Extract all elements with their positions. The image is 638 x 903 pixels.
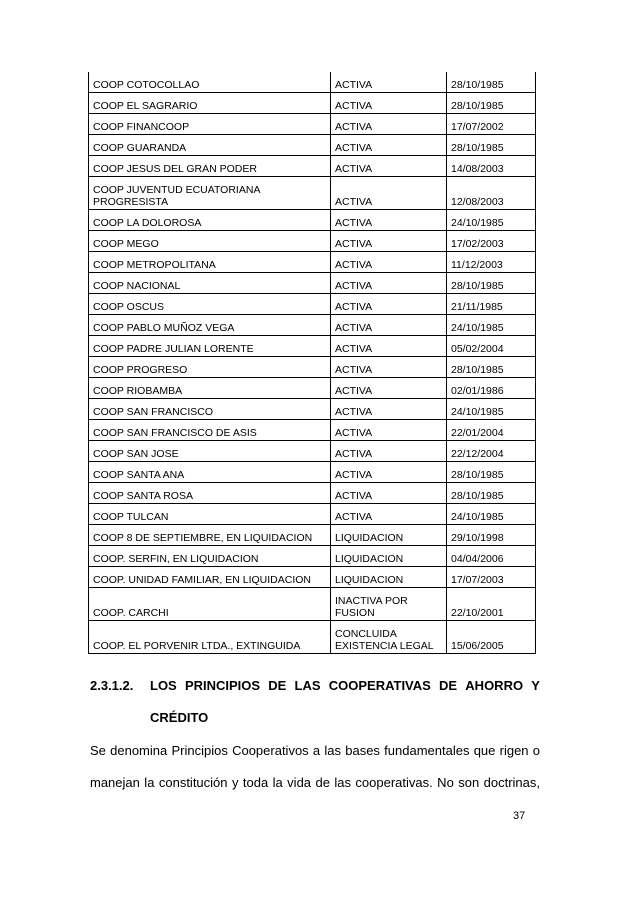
table-row [89, 273, 536, 294]
date-cell: 14/08/2003 [447, 156, 536, 177]
date-cell: 28/10/1985 [447, 93, 536, 114]
cooperative-name-cell: COOP SAN FRANCISCO DE ASIS [89, 420, 331, 441]
table-row [89, 504, 536, 525]
cooperative-name-cell: COOP NACIONAL [89, 273, 331, 294]
section-title-line2: CRÉDITO [150, 710, 209, 725]
cooperatives-table [88, 72, 535, 654]
cooperative-name-cell: COOP MEGO [89, 231, 331, 252]
date-cell: 29/10/1998 [447, 525, 536, 546]
date-cell: 17/02/2003 [447, 231, 536, 252]
cooperative-name-cell: COOP FINANCOOP [89, 114, 331, 135]
status-cell: ACTIVA [331, 315, 447, 336]
title-word: DE [439, 678, 458, 693]
status-cell: ACTIVA [331, 336, 447, 357]
table-row [89, 357, 536, 378]
table-row [89, 114, 536, 135]
table-row [89, 483, 536, 504]
date-cell: 12/08/2003 [447, 177, 536, 210]
cooperative-name-cell: COOP PROGRESO [89, 357, 331, 378]
cooperative-name-cell: COOP SANTA ANA [89, 462, 331, 483]
date-cell: 11/12/2003 [447, 252, 536, 273]
cooperative-name-cell: COOP. UNIDAD FAMILIAR, EN LIQUIDACION [89, 567, 331, 588]
cooperative-name-cell: COOP EL SAGRARIO [89, 93, 331, 114]
title-word: AHORRO [465, 678, 524, 693]
date-cell: 17/07/2002 [447, 114, 536, 135]
title-word: COOPERATIVAS [328, 678, 431, 693]
cooperative-name-cell: COOP JUVENTUD ECUATORIANA PROGRESISTA [89, 177, 331, 210]
table-row [89, 177, 536, 210]
cooperative-name-cell: COOP GUARANDA [89, 135, 331, 156]
title-word: DE [268, 678, 287, 693]
title-word: PRINCIPIOS [184, 678, 261, 693]
date-cell: 04/04/2006 [447, 546, 536, 567]
cooperative-name-cell: COOP PABLO MUÑOZ VEGA [89, 315, 331, 336]
date-cell: 28/10/1985 [447, 135, 536, 156]
date-cell: 05/02/2004 [447, 336, 536, 357]
cooperative-name-cell: COOP. CARCHI [89, 588, 331, 621]
status-cell: LIQUIDACION [331, 546, 447, 567]
title-word: LOS [150, 678, 177, 693]
status-cell: ACTIVA [331, 156, 447, 177]
status-cell: LIQUIDACION [331, 525, 447, 546]
cooperative-name-cell: COOP SAN FRANCISCO [89, 399, 331, 420]
date-cell: 24/10/1985 [447, 210, 536, 231]
section-number: 2.3.1.2. [90, 678, 134, 693]
table-row [89, 462, 536, 483]
date-cell: 21/11/1985 [447, 294, 536, 315]
status-cell: ACTIVA [331, 273, 447, 294]
date-cell: 28/10/1985 [447, 72, 536, 93]
status-cell: ACTIVA [331, 420, 447, 441]
table-row [89, 210, 536, 231]
page-number: 37 [513, 810, 526, 822]
date-cell: 15/06/2005 [447, 621, 536, 654]
status-cell: ACTIVA [331, 114, 447, 135]
table-row [89, 231, 536, 252]
cooperative-name-cell: COOP. SERFIN, EN LIQUIDACION [89, 546, 331, 567]
table-row [89, 93, 536, 114]
date-cell: 22/12/2004 [447, 441, 536, 462]
cooperative-name-cell: COOP LA DOLOROSA [89, 210, 331, 231]
status-cell: ACTIVA [331, 135, 447, 156]
status-cell: ACTIVA [331, 72, 447, 93]
table-row [89, 156, 536, 177]
table-row [89, 315, 536, 336]
table-row [89, 441, 536, 462]
status-cell: ACTIVA [331, 231, 447, 252]
date-cell: 02/01/1986 [447, 378, 536, 399]
status-cell: INACTIVA POR FUSION [331, 588, 447, 621]
status-cell: ACTIVA [331, 441, 447, 462]
cooperative-name-cell: COOP SAN JOSE [89, 441, 331, 462]
paragraph-line-1: Se denomina Principios Cooperativos a las bases fundamentales que rigen o [90, 743, 540, 758]
cooperative-name-cell: COOP TULCAN [89, 504, 331, 525]
status-cell: ACTIVA [331, 177, 447, 210]
table-row [89, 252, 536, 273]
table-row [89, 72, 536, 93]
table-row [89, 420, 536, 441]
cooperative-name-cell: COOP JESUS DEL GRAN PODER [89, 156, 331, 177]
status-cell: ACTIVA [331, 252, 447, 273]
table-row [89, 525, 536, 546]
status-cell: ACTIVA [331, 399, 447, 420]
cooperative-name-cell: COOP COTOCOLLAO [89, 72, 331, 93]
status-cell: ACTIVA [331, 504, 447, 525]
table-row [89, 294, 536, 315]
table-row [89, 621, 536, 654]
date-cell: 22/10/2001 [447, 588, 536, 621]
table-row [89, 378, 536, 399]
date-cell: 28/10/1985 [447, 357, 536, 378]
section-title-line1 [150, 678, 540, 693]
cooperative-name-cell: COOP OSCUS [89, 294, 331, 315]
table-row [89, 588, 536, 621]
status-cell: ACTIVA [331, 93, 447, 114]
status-cell: ACTIVA [331, 294, 447, 315]
date-cell: 28/10/1985 [447, 273, 536, 294]
date-cell: 28/10/1985 [447, 483, 536, 504]
date-cell: 28/10/1985 [447, 462, 536, 483]
status-cell: ACTIVA [331, 357, 447, 378]
title-word: Y [531, 678, 540, 693]
status-cell: ACTIVA [331, 483, 447, 504]
status-cell: CONCLUIDA EXISTENCIA LEGAL [331, 621, 447, 654]
title-word: LAS [294, 678, 321, 693]
status-cell: ACTIVA [331, 462, 447, 483]
cooperative-name-cell: COOP METROPOLITANA [89, 252, 331, 273]
cooperative-name-cell: COOP 8 DE SEPTIEMBRE, EN LIQUIDACION [89, 525, 331, 546]
date-cell: 17/07/2003 [447, 567, 536, 588]
status-cell: LIQUIDACION [331, 567, 447, 588]
date-cell: 24/10/1985 [447, 504, 536, 525]
table-row [89, 135, 536, 156]
table-row [89, 336, 536, 357]
cooperative-name-cell: COOP RIOBAMBA [89, 378, 331, 399]
date-cell: 24/10/1985 [447, 399, 536, 420]
cooperative-name-cell: COOP. EL PORVENIR LTDA., EXTINGUIDA [89, 621, 331, 654]
date-cell: 24/10/1985 [447, 315, 536, 336]
paragraph-line-2: manejan la constitución y toda la vida de las cooperativas. No son doctrinas, [90, 775, 540, 790]
status-cell: ACTIVA [331, 378, 447, 399]
table-row [89, 567, 536, 588]
date-cell: 22/01/2004 [447, 420, 536, 441]
table-row [89, 399, 536, 420]
status-cell: ACTIVA [331, 210, 447, 231]
cooperative-name-cell: COOP SANTA ROSA [89, 483, 331, 504]
cooperative-name-cell: COOP PADRE JULIAN LORENTE [89, 336, 331, 357]
table-row [89, 546, 536, 567]
